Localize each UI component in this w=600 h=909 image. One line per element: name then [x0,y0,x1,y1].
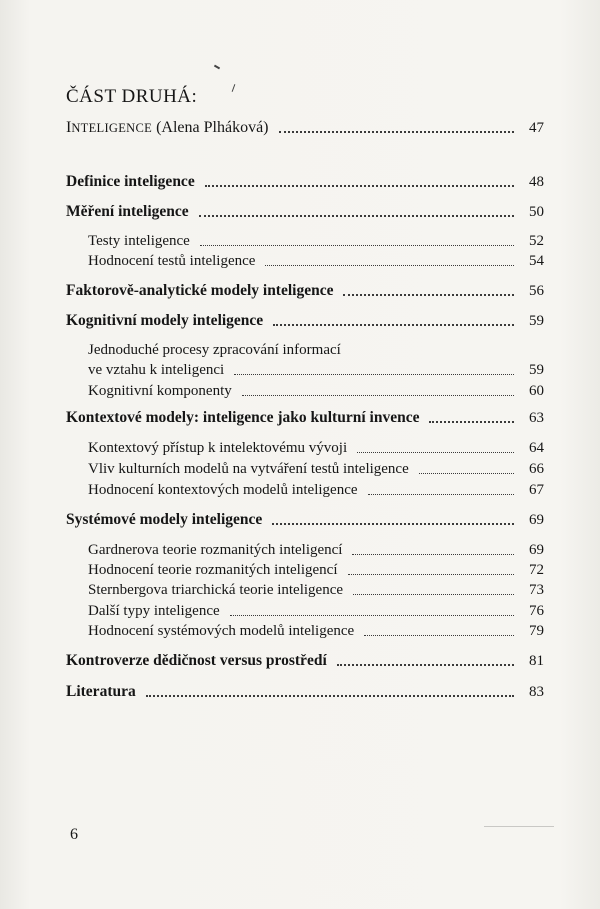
dot-leader [352,550,514,555]
dot-leader [199,211,514,217]
toc-subentry [88,438,544,458]
toc-title: Kognitivní modely inteligence [66,312,264,329]
dot-leader [429,417,514,423]
dot-leader [265,261,514,266]
toc-entry [66,311,544,331]
toc-page-number: 76 [529,603,544,619]
toc-page-number: 50 [529,204,544,220]
dot-leader [279,127,515,133]
dot-leader [419,469,514,474]
toc-entry [66,682,544,702]
toc-subentry-line1: Jednoduché procesy zpracování informací [88,342,341,358]
dot-leader [272,519,514,525]
toc-page-number: 67 [529,482,544,498]
dot-leader [200,241,514,246]
dot-leader [368,490,514,495]
toc-page-number: 79 [529,623,544,639]
toc-subentry [88,480,544,500]
toc-title: Literatura [66,683,136,700]
toc-page-number: 81 [529,653,544,669]
dot-leader [348,570,515,575]
toc-page-number: 69 [529,542,544,558]
page-number-folio: 6 [70,826,78,843]
part-heading: ČÁST DRUHÁ: [66,86,198,107]
toc-title: Systémové modely inteligence [66,511,263,528]
dot-leader [357,448,514,453]
toc-entry [66,281,544,301]
toc-title: Hodnocení systémových modelů inteligence [88,623,355,639]
toc-page-number: 60 [529,383,544,399]
toc-title: Kontextové modely: inteligence jako kulturní invence [66,409,420,426]
toc-title: Sternbergova triarchická teorie inteligence [88,582,344,598]
dot-leader [242,391,514,396]
dot-leader [364,631,514,636]
toc-title: ve vztahu k inteligenci [88,362,225,378]
stray-mark [232,84,236,92]
toc-subentry [88,381,544,401]
toc-title: Gardnerova teorie rozmanitých inteligencí [88,542,343,558]
toc-page-number: 72 [529,562,544,578]
toc-page-number: 54 [529,253,544,269]
dot-leader [230,611,514,616]
dot-leader [343,290,514,296]
toc-title: Kognitivní komponenty [88,383,232,399]
toc-subentry [88,621,544,641]
dot-leader [146,691,514,697]
toc-page-number: 63 [529,410,544,426]
toc-page-number: 83 [529,684,544,700]
dot-leader [273,320,514,326]
toc-subentry [88,560,544,580]
toc-entry [66,202,544,222]
toc-subentry [88,540,544,560]
toc-page-number: 64 [529,440,544,456]
toc-page-number: 47 [529,120,544,136]
toc-subentry [88,601,544,621]
toc-entry [66,651,544,671]
toc-page-number: 66 [529,461,544,477]
toc-page-number: 73 [529,582,544,598]
toc-subentry [88,251,544,271]
toc-entry [66,408,544,428]
toc-page-number: 59 [529,362,544,378]
toc-title: Hodnocení testů inteligence [88,253,256,269]
toc-title: Hodnocení teorie rozmanitých inteligencí [88,562,338,578]
stray-mark [214,65,220,70]
toc-page-number: 52 [529,233,544,249]
stray-mark [484,826,554,827]
dot-leader [337,660,514,666]
toc-title: Další typy inteligence [88,603,220,619]
toc-title: Definice inteligence [66,173,195,190]
dot-leader [234,370,514,375]
toc-title: INTELIGENCE (Alena Plháková) [66,119,269,136]
toc-subentry [88,360,544,380]
dot-leader [353,590,514,595]
toc-title: Kontroverze dědičnost versus prostředí [66,652,327,669]
toc-subentry [88,580,544,600]
toc-entry-inteligence [66,118,544,138]
toc-subentry [88,459,544,479]
dot-leader [205,181,514,187]
toc-page-number: 48 [529,174,544,190]
toc-title: Kontextový přístup k intelektovému vývoji [88,440,348,456]
toc-title: Vliv kulturních modelů na vytváření testů inteligence [88,461,409,477]
toc-title: Testy inteligence [88,233,190,249]
toc-title: Hodnocení kontextových modelů inteligence [88,482,358,498]
toc-entry [66,172,544,192]
toc-subentry [88,231,544,251]
toc-page-number: 56 [529,283,544,299]
toc-page-number: 69 [529,512,544,528]
toc-title: Faktorově-analytické modely inteligence [66,282,334,299]
toc-page-number: 59 [529,313,544,329]
toc-title: Měření inteligence [66,203,189,220]
toc-entry [66,510,544,530]
